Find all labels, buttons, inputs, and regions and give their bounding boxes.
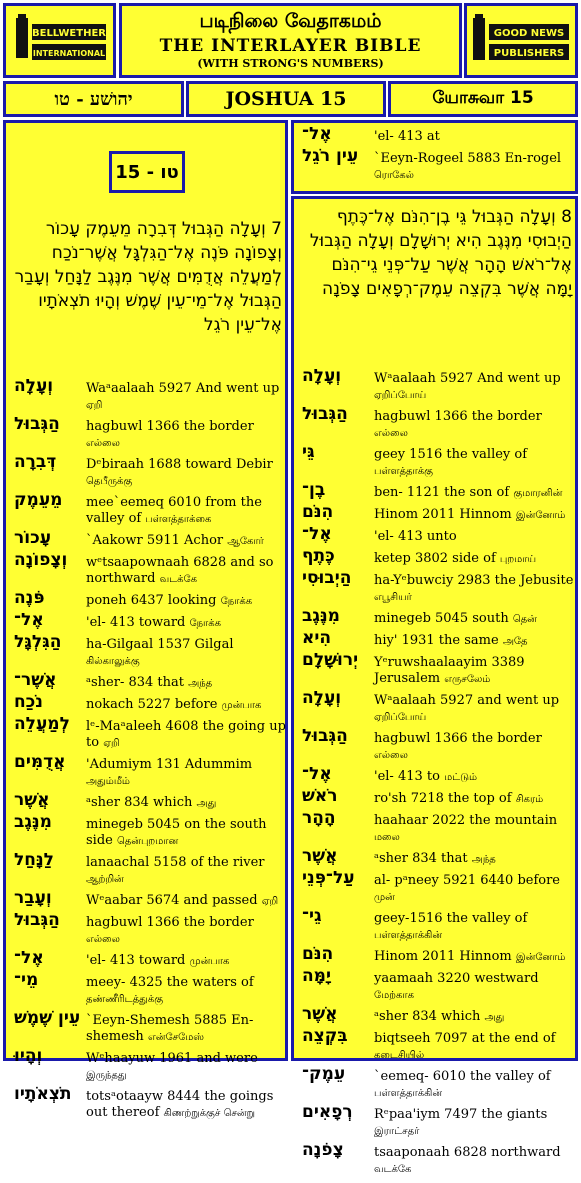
- page-title: THE INTERLAYER BIBLE: [159, 36, 422, 56]
- tamil-gloss: மட்டும்: [444, 772, 478, 783]
- transliteration-gloss: [374, 633, 576, 650]
- hebrew-word: מֵי־: [14, 970, 39, 990]
- good-news-logo: [464, 3, 578, 78]
- tamil-gloss: இன்னோம்: [515, 510, 566, 521]
- tamil-gloss: பள்ளத்தாக்கின்: [374, 1088, 443, 1099]
- svg-text:GOOD NEWS: GOOD NEWS: [493, 27, 565, 39]
- tamil-gloss: பள்ளத்தாக்கு: [374, 466, 433, 477]
- hebrew-word: עַל־פְּנֵי: [302, 868, 355, 888]
- word-entry: [14, 670, 286, 692]
- hebrew-word: וְעָלָה: [302, 688, 342, 708]
- english-gloss: 'Adumiym 131 Adummim: [86, 757, 253, 772]
- hebrew-word: עֵין שֶׁמֶשׁ: [14, 1008, 81, 1028]
- transliteration-gloss: [374, 911, 576, 944]
- tamil-gloss: பள்ளத்தாக்கை: [145, 514, 212, 525]
- english-gloss: haahaar 2022 the mountain: [374, 813, 558, 828]
- word-entry: [14, 910, 286, 948]
- bellwether-logo-icon: [10, 10, 110, 72]
- svg-text:BELLWETHER: BELLWETHER: [31, 27, 106, 39]
- word-entry: [302, 846, 576, 868]
- english-gloss: ketep 3802 side of: [374, 551, 496, 566]
- word-entry: [14, 610, 286, 632]
- word-entry: [302, 650, 576, 688]
- word-entry: [302, 1102, 576, 1140]
- word-entry: [14, 888, 286, 910]
- hebrew-word: כֶּתֶף: [302, 546, 335, 566]
- tamil-gloss: அந்த: [471, 854, 496, 865]
- hebrew-book-tab[interactable]: יהושׁע - טו: [3, 81, 184, 117]
- tamil-gloss: கிணற்றுக்குச் சென்று: [163, 1108, 255, 1119]
- word-entry: [302, 808, 576, 846]
- transliteration-gloss: [86, 855, 286, 888]
- tamil-gloss: வடக்கே: [159, 574, 197, 585]
- hebrew-word: הָהָר: [302, 808, 336, 828]
- tamil-gloss: அதே: [502, 636, 528, 647]
- transliteration-gloss: [86, 457, 286, 490]
- tamil-gloss: மலை: [374, 832, 400, 843]
- transliteration-gloss: [86, 757, 286, 790]
- english-gloss: lᵉ-Maᵃaleeh 4608 the going up to: [86, 719, 286, 750]
- english-gloss: 'el- 413 toward: [86, 615, 186, 630]
- english-gloss: 'el- 413 toward: [86, 953, 186, 968]
- hebrew-word: מִנֶּגֶב: [14, 812, 52, 832]
- hebrew-word: עֵמֶק־: [302, 1064, 346, 1084]
- word-entry: [302, 442, 576, 480]
- hebrew-word: פֹּנֶה: [14, 588, 45, 608]
- tamil-gloss: நோக்க: [220, 596, 253, 607]
- word-entry: [14, 1046, 286, 1084]
- tamil-gloss: தென்: [512, 614, 537, 625]
- word-entry: [302, 726, 576, 764]
- hebrew-word: אֶל־: [14, 948, 44, 968]
- tamil-gloss: ஏறி: [86, 400, 103, 411]
- page-subtitle: (WITH STRONG'S NUMBERS): [197, 57, 384, 70]
- transliteration-gloss: [86, 915, 286, 948]
- hebrew-word: אֶל־: [14, 610, 44, 630]
- english-gloss: Wᵉhaayuw 1961 and were: [86, 1051, 258, 1066]
- hebrew-word: וְעָלָה: [14, 376, 54, 396]
- transliteration-gloss: [86, 795, 286, 812]
- hebrew-word: יָמָּה: [302, 966, 331, 986]
- transliteration-gloss: [86, 637, 286, 670]
- hebrew-word: הַגְּבוּל: [302, 404, 348, 424]
- transliteration-gloss: [86, 555, 286, 588]
- hebrew-word: וְצָפוֹנָה: [14, 550, 68, 570]
- english-gloss: Yᵉruwshaalaayim 3389 Jerusalem: [374, 655, 525, 686]
- word-entry: [302, 868, 576, 906]
- hebrew-word: וְהָיוּ: [14, 1046, 43, 1066]
- word-entry: [14, 414, 286, 452]
- english-gloss: 'el- 413 unto: [374, 529, 457, 544]
- word-entry: [302, 146, 576, 184]
- english-gloss: tsaaponaah 6828 northward: [374, 1145, 561, 1160]
- transliteration-gloss: [374, 129, 576, 146]
- word-entry: [302, 688, 576, 726]
- english-gloss: wᵉtsaapownaah 6828 and so northward: [86, 555, 274, 586]
- tamil-gloss: எபூசியர்: [374, 592, 412, 603]
- hebrew-word: בֶן־: [302, 480, 326, 500]
- tamil-gloss: தண்ணீரிடத்துக்கு: [86, 994, 164, 1005]
- english-gloss: ᵃsher 834 which: [374, 1009, 481, 1024]
- tamil-gloss: தென்புறமான: [117, 836, 179, 847]
- english-gloss: hagbuwl 1366 the border: [86, 419, 254, 434]
- hebrew-word: עֵין רֹגֵל: [302, 146, 359, 166]
- english-gloss: `eemeq- 6010 the valley of: [374, 1069, 551, 1084]
- english-gloss: `Eeyn-Shemesh 5885 En-shemesh: [86, 1013, 254, 1044]
- tamil-gloss: அதும்மீம்: [86, 776, 130, 787]
- word-entry: [302, 568, 576, 606]
- transliteration-gloss: [374, 371, 576, 404]
- hebrew-word: אֲשֶׁר־: [14, 670, 57, 690]
- tamil-gloss: ஏறிப்போய்: [374, 390, 427, 401]
- word-entry: [302, 1140, 576, 1178]
- hebrew-word: אֶל־: [302, 764, 332, 784]
- tamil-gloss: எல்லை: [86, 438, 120, 449]
- transliteration-gloss: [374, 1031, 576, 1064]
- word-entry: [302, 628, 576, 650]
- transliteration-gloss: [374, 573, 576, 606]
- transliteration-gloss: [86, 953, 286, 970]
- english-gloss: ᵃsher- 834 that: [86, 675, 185, 690]
- right-column: [291, 196, 578, 1175]
- hebrew-word: הַיְבוּסִי: [302, 568, 352, 588]
- tamil-gloss: அது: [196, 798, 217, 809]
- tamil-gloss: இராட்சதர்: [374, 1126, 420, 1137]
- word-entry: [302, 124, 576, 146]
- english-gloss: ben- 1121 the son of: [374, 485, 510, 500]
- transliteration-gloss: [374, 1009, 576, 1026]
- hebrew-word: גֵי־: [302, 906, 322, 926]
- verse-7-hebrew: 7 וְעָלָה הַגְּבוּל דְּבִרָה מֵעֵמֶק עָכוֹר וְצָפוֹנָה פֹּנֶה אֶל־הַגִּלְגָּל אֲשֶׁר־נֹכַח לְמַעֲלֵה אֲדֻמִּים אֲשֶׁר מִנֶּגֶב לַנָּחַל וְעָבַר הַגְּבוּל אֶל־מֵי־עֵין שֶׁמֶשׁ וְהָיוּ תֹצְאֹתָיו אֶל־עֵין רֹגֵל: [14, 219, 282, 335]
- transliteration-gloss: [86, 675, 286, 692]
- chapter-label: טו - 15: [109, 151, 185, 193]
- hebrew-word: אֶל־: [302, 124, 332, 144]
- word-entry: [14, 850, 286, 888]
- transliteration-gloss: [86, 593, 286, 610]
- word-entry: [14, 528, 286, 550]
- english-gloss: poneh 6437 looking: [86, 593, 217, 608]
- hebrew-word: הַגְּבוּל: [302, 726, 348, 746]
- word-entry: [14, 970, 286, 1008]
- tamil-gloss: ரொகேல்: [374, 170, 414, 181]
- hebrew-word: אֲשֶׁר: [14, 790, 50, 810]
- tamil-gloss: எல்லை: [374, 750, 408, 761]
- hebrew-word: עָכוֹר: [14, 528, 51, 548]
- word-entry: [14, 1008, 286, 1046]
- english-gloss: `Eeyn-Rogeel 5883 En-rogel: [374, 151, 562, 166]
- hebrew-word: אֶל־: [302, 524, 332, 544]
- transliteration-gloss: [374, 551, 576, 568]
- tamil-gloss: நோக்க: [189, 618, 222, 629]
- hebrew-word: אֲדֻמִּים: [14, 752, 66, 772]
- verse-8-hebrew: 8 וְעָלָה הַגְּבוּל גֵּי בֶן־הִנֹּם אֶל־כֶּתֶף הַיְבוּסִי מִנֶּגֶב הִיא יְרוּשָׁלִָם וְעָלָה הַגְּבוּל אֶל־רֹאשׁ הָהָר אֲשֶׁר עַל־פְּנֵי גֵי־הִנֹּם יָמָּה אֲשֶׁר בִּקְצֵה עֵמֶק־רְפָאִים צָפֹנָה: [309, 207, 572, 299]
- transliteration-gloss: [374, 971, 576, 1004]
- tamil-gloss: இருந்தது: [86, 1070, 127, 1081]
- tamil-gloss: கடைசியில்: [374, 1050, 425, 1061]
- word-entry: [14, 376, 286, 414]
- transliteration-gloss: [374, 529, 576, 546]
- hebrew-word: מֵעֵמֶק: [14, 490, 63, 510]
- svg-text:INTERNATIONAL: INTERNATIONAL: [32, 48, 105, 58]
- transliteration-gloss: [86, 1013, 286, 1046]
- english-gloss: lanaachal 5158 of the river: [86, 855, 265, 870]
- hebrew-word: הַגִּלְגָּל: [14, 632, 62, 652]
- word-entry: [14, 632, 286, 670]
- tamil-gloss: அது: [484, 1012, 505, 1023]
- tamil-gloss: என்சேமேஸ்: [147, 1032, 204, 1043]
- hebrew-word: הִנֹּם: [302, 944, 334, 964]
- transliteration-gloss: [374, 949, 576, 966]
- transliteration-gloss: [374, 447, 576, 480]
- word-entry: [302, 966, 576, 1004]
- hebrew-word: וְעָבַר: [14, 888, 52, 908]
- word-entry: [302, 366, 576, 404]
- hebrew-word: נֹכַח: [14, 692, 44, 712]
- word-entry: [302, 786, 576, 808]
- english-gloss: ᵃsher 834 that: [374, 851, 468, 866]
- transliteration-gloss: [374, 655, 576, 688]
- hebrew-word: רֹאשׁ: [302, 786, 338, 806]
- right-top-column: [291, 120, 578, 194]
- transliteration-gloss: [374, 851, 576, 868]
- tamil-gloss: ஆற்றின்: [86, 874, 124, 885]
- tamil-gloss: முன்: [374, 892, 395, 903]
- english-gloss: Wᵃaalaah 5927 And went up: [374, 371, 561, 386]
- right-top-entries: [302, 124, 576, 189]
- left-column: [3, 120, 288, 1120]
- tamil-gloss: பள்ளத்தாக்கின்: [374, 930, 443, 941]
- word-entry: [302, 1026, 576, 1064]
- transliteration-gloss: [374, 1145, 576, 1178]
- english-gloss: Hinom 2011 Hinnom: [374, 507, 512, 522]
- english-gloss: 'el- 413 at: [374, 129, 440, 144]
- word-entry: [14, 452, 286, 490]
- hebrew-word: לַנָּחַל: [14, 850, 54, 870]
- tamil-gloss: புறமாய்: [499, 554, 537, 565]
- transliteration-gloss: [86, 381, 286, 414]
- hebrew-word: אֲשֶׁר: [302, 846, 338, 866]
- word-entry: [302, 524, 576, 546]
- english-gloss: Wᵃaalaah 5927 and went up: [374, 693, 560, 708]
- english-gloss: ro'sh 7218 the top of: [374, 791, 512, 806]
- tamil-gloss: முன்பாக: [189, 956, 230, 967]
- transliteration-gloss: [86, 1051, 286, 1084]
- word-entry: [14, 490, 286, 528]
- hebrew-word: תֹצְאֹתָיו: [14, 1084, 72, 1104]
- transliteration-gloss: [86, 817, 286, 850]
- hebrew-word: מִנֶּגֶב: [302, 606, 340, 626]
- transliteration-gloss: [374, 409, 576, 442]
- english-gloss: mee`eemeq 6010 from the valley of: [86, 495, 262, 526]
- word-entry: [302, 944, 576, 966]
- transliteration-gloss: [374, 151, 576, 184]
- tamil-gloss: சிகரம்: [515, 794, 544, 805]
- english-gloss: Rᵉpaa'iym 7497 the giants: [374, 1107, 548, 1122]
- tamil-gloss: ஏறி: [261, 896, 279, 907]
- transliteration-gloss: [86, 615, 286, 632]
- english-gloss: totsᵃotaayw 8444 the goings out thereof: [86, 1089, 274, 1120]
- word-entry: [302, 764, 576, 786]
- transliteration-gloss: [86, 533, 286, 550]
- tamil-gloss: மேற்காக: [374, 990, 414, 1001]
- english-gloss: geey-1516 the valley of: [374, 911, 528, 926]
- english-gloss: ha-Gilgaal 1537 Gilgal: [86, 637, 234, 652]
- transliteration-gloss: [374, 769, 576, 786]
- word-entry: [14, 550, 286, 588]
- transliteration-gloss: [374, 611, 576, 628]
- hebrew-word: הַגְּבוּל: [14, 414, 60, 434]
- word-entry: [302, 1004, 576, 1026]
- english-gloss: meey- 4325 the waters of: [86, 975, 254, 990]
- svg-text:PUBLISHERS: PUBLISHERS: [493, 47, 565, 59]
- hebrew-word: בִּקְצֵה: [302, 1026, 348, 1046]
- transliteration-gloss: [374, 731, 576, 764]
- word-entry: [14, 1084, 286, 1122]
- english-gloss: hagbuwl 1366 the border: [374, 409, 542, 424]
- english-gloss: Dᵉbiraah 1688 toward Debir: [86, 457, 273, 472]
- hebrew-word: יְרוּשָׁלִָם: [302, 650, 359, 670]
- transliteration-gloss: [374, 813, 576, 846]
- transliteration-gloss: [374, 507, 576, 524]
- tamil-gloss: எருசலேம்: [444, 674, 491, 685]
- english-gloss: 'el- 413 to: [374, 769, 440, 784]
- transliteration-gloss: [86, 719, 286, 752]
- transliteration-gloss: [86, 419, 286, 452]
- tamil-gloss: இன்னோம்: [515, 952, 566, 963]
- english-gloss: Waᵃaalaah 5927 And went up: [86, 381, 280, 396]
- english-gloss: minegeb 5045 south: [374, 611, 509, 626]
- transliteration-gloss: [374, 791, 576, 808]
- good-news-logo-icon: [469, 10, 573, 72]
- transliteration-gloss: [86, 1089, 286, 1122]
- tamil-title: படிநிலை வேதாகமம்: [199, 10, 382, 32]
- tamil-gloss: எல்லை: [86, 934, 120, 945]
- word-entry: [302, 906, 576, 944]
- english-gloss: hagbuwl 1366 the border: [86, 915, 254, 930]
- title-box: [119, 3, 462, 78]
- tamil-gloss: கில்காலுக்கு: [86, 656, 140, 667]
- transliteration-gloss: [374, 693, 576, 726]
- transliteration-gloss: [86, 495, 286, 528]
- hebrew-word: הִנֹּם: [302, 502, 334, 522]
- hebrew-word: דְּבִרָה: [14, 452, 57, 472]
- word-entry: [302, 480, 576, 502]
- word-entry: [14, 790, 286, 812]
- word-entry: [14, 752, 286, 790]
- hebrew-word: לְמַעֲלֵה: [14, 714, 70, 734]
- tamil-gloss: ஆகோர்: [227, 536, 264, 547]
- english-gloss: minegeb 5045 on the south side: [86, 817, 267, 848]
- english-gloss: Wᵉaabar 5674 and passed: [86, 893, 258, 908]
- tamil-gloss: ஏறிப்போய்: [374, 712, 427, 723]
- word-entry: [302, 606, 576, 628]
- transliteration-gloss: [374, 485, 576, 502]
- hebrew-word: גֵּי: [302, 442, 315, 462]
- english-gloss: Hinom 2011 Hinnom: [374, 949, 512, 964]
- word-entry: [302, 546, 576, 568]
- hebrew-word: וְעָלָה: [302, 366, 342, 386]
- tamil-gloss: முன்பாக: [221, 700, 262, 711]
- hebrew-word: צָפֹנָה: [302, 1140, 344, 1160]
- transliteration-gloss: [374, 1069, 576, 1102]
- word-entry: [14, 812, 286, 850]
- word-entry: [302, 502, 576, 524]
- left-entries: [14, 376, 286, 1127]
- english-gloss: geey 1516 the valley of: [374, 447, 528, 462]
- english-gloss: hagbuwl 1366 the border: [374, 731, 542, 746]
- right-entries: [302, 366, 576, 1183]
- tamil-gloss: வடக்கே: [374, 1164, 412, 1175]
- english-gloss: biqtseeh 7097 at the end of: [374, 1031, 556, 1046]
- transliteration-gloss: [374, 1107, 576, 1140]
- book-chapter-tab[interactable]: JOSHUA 15: [186, 81, 386, 117]
- english-gloss: yaamaah 3220 westward: [374, 971, 539, 986]
- word-entry: [302, 404, 576, 442]
- transliteration-gloss: [86, 697, 286, 714]
- english-gloss: hiy' 1931 the same: [374, 633, 499, 648]
- word-entry: [14, 948, 286, 970]
- hebrew-word: רְפָאִים: [302, 1102, 353, 1122]
- word-entry: [14, 588, 286, 610]
- tamil-gloss: தெபீருக்கு: [86, 476, 133, 487]
- hebrew-word: הִיא: [302, 628, 332, 648]
- english-gloss: al- pᵃneey 5921 6440 before: [374, 873, 560, 888]
- transliteration-gloss: [374, 873, 576, 906]
- tamil-gloss: குமாரனின்: [513, 488, 563, 499]
- english-gloss: `Aakowr 5911 Achor: [86, 533, 224, 548]
- word-entry: [14, 714, 286, 752]
- hebrew-word: אֲשֶׁר: [302, 1004, 338, 1024]
- transliteration-gloss: [86, 975, 286, 1008]
- tamil-book-tab[interactable]: யோசுவா 15: [388, 81, 578, 117]
- transliteration-gloss: [86, 893, 286, 910]
- hebrew-word: הַגְּבוּל: [14, 910, 60, 930]
- bellwether-logo: [3, 3, 116, 78]
- tamil-gloss: எல்லை: [374, 428, 408, 439]
- word-entry: [302, 1064, 576, 1102]
- english-gloss: ᵃsher 834 which: [86, 795, 193, 810]
- tamil-gloss: ஏறி: [103, 738, 120, 749]
- english-gloss: nokach 5227 before: [86, 697, 218, 712]
- tamil-gloss: அந்த: [188, 678, 213, 689]
- word-entry: [14, 692, 286, 714]
- english-gloss: ha-Yᵉbuwciy 2983 the Jebusite: [374, 573, 574, 588]
